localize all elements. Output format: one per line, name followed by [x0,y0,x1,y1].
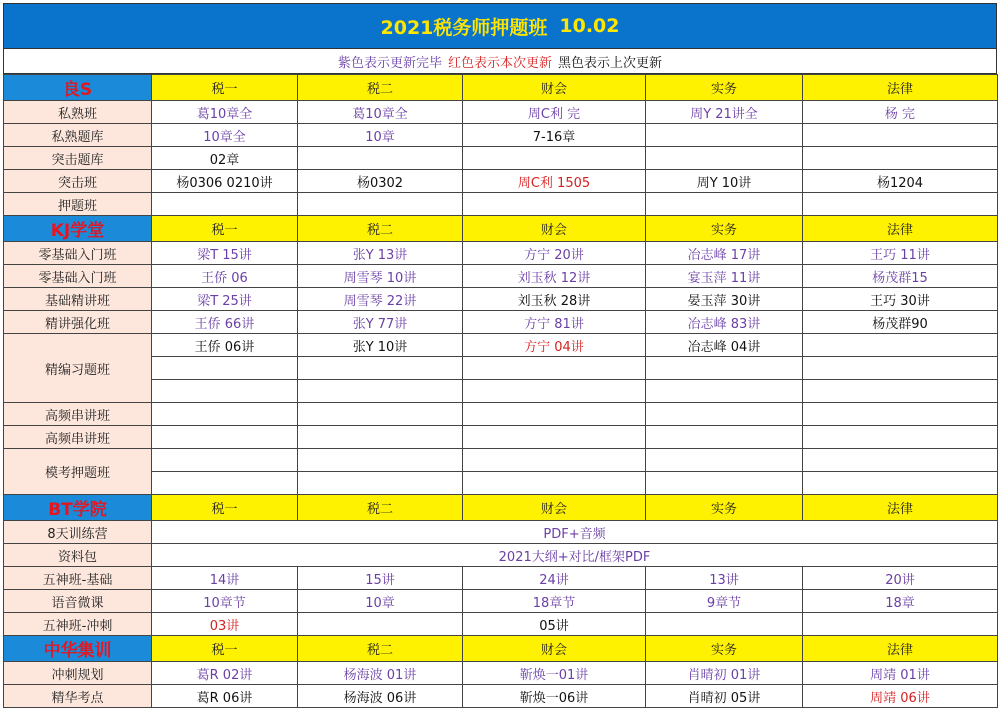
col-header: 法律 [803,636,998,662]
table-row [4,403,998,426]
table-cell [463,472,646,495]
table-cell: 葛R 06讲 [152,685,298,708]
row-label: 冲刺规划 [4,662,152,685]
table-cell: 03讲 [152,613,298,636]
row-label: 精编习题班 [4,334,152,403]
table-row [4,124,998,147]
table-cell: 周C利 完 [463,101,646,124]
table-cell: 杨1204 [803,170,998,193]
row-label: 突击题库 [4,147,152,170]
table-row [4,613,998,636]
table-cell [152,357,298,380]
table-row [4,567,998,590]
table-cell [298,403,463,426]
row-label: 模考押题班 [4,449,152,495]
title-date: 10.02 [559,15,620,37]
table-cell [152,193,298,216]
table-cell: 王侨 06 [152,265,298,288]
table-row [4,472,998,495]
col-header: 税一 [152,75,298,101]
table-row [4,544,998,567]
table-cell: 杨0302 [298,170,463,193]
title-text: 2021税务师押题班 [380,16,548,39]
col-header: 财会 [463,216,646,242]
table-cell: 梁T 15讲 [152,242,298,265]
table-cell: 周雪琴 10讲 [298,265,463,288]
table-cell [803,334,998,357]
table-cell [298,449,463,472]
table-cell: 王侨 06讲 [152,334,298,357]
table-cell: 10章节 [152,590,298,613]
table-cell: 冶志峰 83讲 [646,311,803,334]
table-cell: 冶志峰 04讲 [646,334,803,357]
table-cell [152,472,298,495]
table-cell: 18章节 [463,590,646,613]
col-header: 财会 [463,495,646,521]
table-cell: 杨海波 06讲 [298,685,463,708]
table-row [4,521,998,544]
table-cell [152,449,298,472]
col-header: 税一 [152,636,298,662]
row-label: 语音微课 [4,590,152,613]
table-cell: 杨0306 0210讲 [152,170,298,193]
table-row [4,334,998,357]
table-cell: 24讲 [463,567,646,590]
table-cell [298,357,463,380]
table-cell: 葛R 02讲 [152,662,298,685]
table-cell [298,426,463,449]
table-cell [463,426,646,449]
section-header-liangs [4,75,998,101]
legend-black: 黑色表示上次更新 [558,55,663,71]
table-row [4,265,998,288]
table-row [4,311,998,334]
page-title [3,3,997,49]
table-cell: 20讲 [803,567,998,590]
table-cell: 方宁 20讲 [463,242,646,265]
color-legend [3,49,997,74]
section-header-zh [4,636,998,662]
col-header: 财会 [463,636,646,662]
table-cell: 葛10章全 [298,101,463,124]
table-cell: 张Y 10讲 [298,334,463,357]
col-header: 实务 [646,75,803,101]
table-cell [152,426,298,449]
table-cell: 刘玉秋 12讲 [463,265,646,288]
table-cell: 14讲 [152,567,298,590]
section-name: KJ学堂 [4,216,152,242]
table-cell: 肖晴初 05讲 [646,685,803,708]
table-row [4,357,998,380]
table-cell [803,613,998,636]
table-cell [463,449,646,472]
table-cell: 宴玉萍 11讲 [646,265,803,288]
table-row [4,193,998,216]
table-row [4,426,998,449]
table-cell: 杨海波 01讲 [298,662,463,685]
section-header-kj [4,216,998,242]
col-header: 税二 [298,216,463,242]
table-cell [152,403,298,426]
col-header: 税一 [152,216,298,242]
table-cell [646,193,803,216]
row-label: 高频串讲班 [4,426,152,449]
table-cell: 张Y 77讲 [298,311,463,334]
table-cell: 10章 [298,590,463,613]
table-cell: 周C利 1505 [463,170,646,193]
section-name: 中华集训 [4,636,152,662]
table-cell: 05讲 [463,613,646,636]
col-header: 法律 [803,75,998,101]
table-cell: 9章节 [646,590,803,613]
table-cell: 周Y 21讲全 [646,101,803,124]
table-cell [298,193,463,216]
col-header: 法律 [803,216,998,242]
table-cell: 靳焕一01讲 [463,662,646,685]
table-row [4,380,998,403]
table-row [4,242,998,265]
table-cell [646,357,803,380]
table-cell [803,357,998,380]
row-label: 零基础入门班 [4,242,152,265]
row-label: 精华考点 [4,685,152,708]
table-cell: 冶志峰 17讲 [646,242,803,265]
table-cell [298,380,463,403]
col-header: 税二 [298,75,463,101]
table-cell [646,380,803,403]
table-cell: 7-16章 [463,124,646,147]
row-label: 资料包 [4,544,152,567]
table-cell: 18章 [803,590,998,613]
row-label: 零基础入门班 [4,265,152,288]
table-cell: 王巧 11讲 [803,242,998,265]
table-cell [298,147,463,170]
table-row [4,170,998,193]
table-cell: 晏玉萍 30讲 [646,288,803,311]
table-cell: 10章 [298,124,463,147]
row-label: 突击班 [4,170,152,193]
row-label: 高频串讲班 [4,403,152,426]
row-label: 私熟班 [4,101,152,124]
table-cell [298,613,463,636]
table-cell: 肖晴初 01讲 [646,662,803,685]
table-cell: 王巧 30讲 [803,288,998,311]
schedule-sheet [3,3,997,708]
table-cell: 靳焕一06讲 [463,685,646,708]
table-cell: 15讲 [298,567,463,590]
merged-cell: PDF+音频 [152,521,998,544]
schedule-table [3,74,998,708]
table-cell: 方宁 81讲 [463,311,646,334]
table-cell: 杨 完 [803,101,998,124]
table-row [4,685,998,708]
table-row [4,590,998,613]
col-header: 实务 [646,216,803,242]
table-cell: 刘玉秋 28讲 [463,288,646,311]
table-cell [803,426,998,449]
table-cell [803,124,998,147]
table-cell [803,380,998,403]
table-cell [152,380,298,403]
table-cell [646,472,803,495]
table-cell [646,449,803,472]
merged-cell: 2021大纲+对比/框架PDF [152,544,998,567]
row-label: 精讲强化班 [4,311,152,334]
table-cell [298,472,463,495]
legend-purple: 紫色表示更新完毕 [337,55,442,71]
row-label: 五神班-基础 [4,567,152,590]
section-header-bt [4,495,998,521]
table-cell: 张Y 13讲 [298,242,463,265]
col-header: 实务 [646,636,803,662]
table-cell [463,380,646,403]
table-row [4,662,998,685]
row-label: 私熟题库 [4,124,152,147]
table-cell [646,147,803,170]
table-cell [646,426,803,449]
table-cell: 杨茂群15 [803,265,998,288]
table-row [4,101,998,124]
table-cell: 周Y 10讲 [646,170,803,193]
table-cell [803,147,998,170]
table-cell: 杨茂群90 [803,311,998,334]
table-cell [646,124,803,147]
col-header: 税二 [298,495,463,521]
row-label: 五神班-冲刺 [4,613,152,636]
table-cell: 02章 [152,147,298,170]
row-label: 基础精讲班 [4,288,152,311]
table-row [4,147,998,170]
table-row [4,288,998,311]
table-cell: 梁T 25讲 [152,288,298,311]
table-cell: 周雪琴 22讲 [298,288,463,311]
table-cell: 王侨 66讲 [152,311,298,334]
section-name: BT学院 [4,495,152,521]
table-cell [646,613,803,636]
col-header: 税二 [298,636,463,662]
table-cell: 方宁 04讲 [463,334,646,357]
col-header: 法律 [803,495,998,521]
table-cell [463,357,646,380]
table-cell [803,193,998,216]
table-cell: 葛10章全 [152,101,298,124]
table-cell [803,472,998,495]
table-cell [646,403,803,426]
table-cell: 周靖 01讲 [803,662,998,685]
col-header: 实务 [646,495,803,521]
col-header: 财会 [463,75,646,101]
table-cell [463,193,646,216]
table-cell [463,403,646,426]
row-label: 押题班 [4,193,152,216]
row-label: 8天训练营 [4,521,152,544]
table-cell: 10章全 [152,124,298,147]
legend-red: 红色表示本次更新 [447,55,552,71]
table-row [4,449,998,472]
table-cell [803,449,998,472]
col-header: 税一 [152,495,298,521]
section-name: 良S [4,75,152,101]
table-cell [463,147,646,170]
table-cell: 13讲 [646,567,803,590]
table-cell: 周靖 06讲 [803,685,998,708]
table-cell [803,403,998,426]
